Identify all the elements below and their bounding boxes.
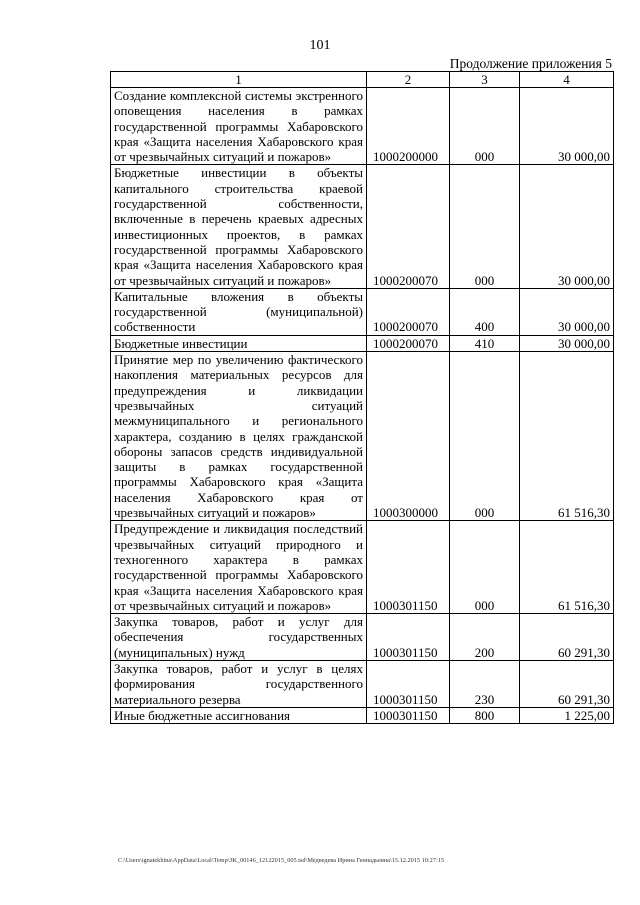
row-expense-type: 000 [450,165,520,288]
row-amount: 30 000,00 [520,88,614,165]
table-row [111,660,614,707]
page-number: 101 [309,38,331,53]
row-amount: 30 000,00 [520,288,614,335]
header-col-4: 4 [520,72,614,88]
row-amount: 61 516,30 [520,352,614,521]
row-amount: 60 291,30 [520,660,614,707]
header-col-2: 2 [367,72,450,88]
budget-table [110,71,614,724]
header-col-3: 3 [450,72,520,88]
row-name: Принятие мер по увеличению фактического накопления материальных ресурсов для предупреждения и ликвидации чрезвычайных ситуаций межмуниципального и регионального характера, созданию в целях гражданской обороны запасов средств индивидуальной защиты в рамках государственной программы Хабаровского края «Защита населения Хабаровского края от чрезвычайных ситуаций и пожаров» [111,352,367,521]
table-row [111,165,614,288]
table-header-row [111,72,614,88]
table-row [111,352,614,521]
row-name: Бюджетные инвестиции [111,335,367,351]
table-row [111,335,614,351]
row-name: Создание комплексной системы экстренного оповещения населения в рамках государственной программы Хабаровского края «Защита населения Хабаровского края от чрезвычайных ситуаций и пожаров» [111,88,367,165]
row-name: Капитальные вложения в объекты государственной (муниципальной) собственности [111,288,367,335]
table-row [111,521,614,614]
row-code: 1000301150 [367,614,450,661]
row-name: Бюджетные инвестиции в объекты капитального строительства краевой государственной собственности, включенные в перечень краевых адресных инвестиционных проектов, в рамках государственной программы Хабаровского края «Защита населения Хабаровского края от чрезвычайных ситуаций и пожаров» [111,165,367,288]
row-expense-type: 000 [450,88,520,165]
row-code: 1000301150 [367,660,450,707]
row-code: 1000200070 [367,335,450,351]
row-expense-type: 800 [450,707,520,723]
row-expense-type: 200 [450,614,520,661]
row-expense-type: 230 [450,660,520,707]
row-expense-type: 410 [450,335,520,351]
row-code: 1000200000 [367,88,450,165]
row-code: 1000200070 [367,288,450,335]
row-code: 1000300000 [367,352,450,521]
continuation-label: Продолжение приложения 5 [449,56,612,71]
row-amount: 1 225,00 [520,707,614,723]
row-amount: 61 516,30 [520,521,614,614]
row-name: Закупка товаров, работ и услуг для обеспечения государственных (муниципальных) нужд [111,614,367,661]
row-code: 1000301150 [367,707,450,723]
row-expense-type: 000 [450,352,520,521]
row-code: 1000301150 [367,521,450,614]
row-amount: 30 000,00 [520,335,614,351]
row-expense-type: 400 [450,288,520,335]
footer-file-path: C:\Users\ignatekhina\AppData\Local\Temp\ЗК_00146_12122015_005.tsd\Медведева Ирина Геннадьевна\15.12.2015 10:27:15 [118,857,445,864]
row-code: 1000200070 [367,165,450,288]
row-amount: 30 000,00 [520,165,614,288]
row-name: Предупреждение и ликвидация последствий чрезвычайных ситуаций природного и техногенного характера в рамках государственной программы Хабаровского края «Защита населения Хабаровского края от чрезвычайных ситуаций и пожаров» [111,521,367,614]
header-col-1: 1 [111,72,367,88]
row-name: Иные бюджетные ассигнования [111,707,367,723]
table-row [111,88,614,165]
table-row [111,614,614,661]
table-row [111,288,614,335]
table-row [111,707,614,723]
row-amount: 60 291,30 [520,614,614,661]
row-name: Закупка товаров, работ и услуг в целях формирования государственного материального резерва [111,660,367,707]
row-expense-type: 000 [450,521,520,614]
